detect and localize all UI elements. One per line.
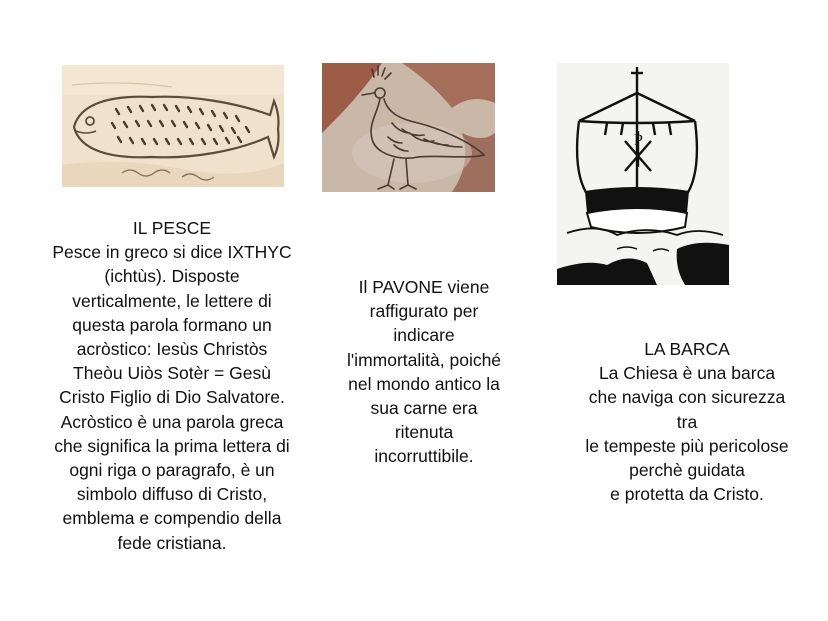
fish-text-line: Acròstico è una parola greca [60,411,284,432]
peacock-text-line: raffigurato per [369,301,479,322]
boat-text-line: e protetta da Cristo. [610,484,764,505]
fish-text-line: (ichtùs). Disposte [104,266,240,287]
peacock-text-line: Il PAVONE viene [358,277,490,297]
fish-text-line: simbolo diffuso di Cristo, [76,484,268,505]
peacock-text-line: incorruttibile. [374,446,474,467]
chi-rho-monogram: P [634,132,643,149]
peacock-text-line: l'immortalità, poiché [346,349,502,370]
fish-title: IL PESCE [132,218,212,238]
fish-text-line: ogni riga o paragrafo, è un [69,460,275,481]
fish-text-line: fede cristiana. [117,532,227,553]
fish-text-line: Theòu Uiòs Sotèr = Gesù [73,363,271,384]
boat-text-line: le tempeste più pericolose [585,435,789,456]
fish-text-line: questa parola formano un [72,314,272,335]
fish-text-line: che significa la prima lettera di [54,435,290,456]
boat-text-line: che naviga con sicurezza [588,387,786,408]
fish-text-line: verticalmente, le lettere di [72,290,272,311]
peacock-text-line: sua carne era [370,398,478,419]
fish-description [22,216,322,555]
peacock-symbol-image [322,63,495,192]
boat-symbol-image [557,63,729,285]
peacock-text-line: ritenuta [394,422,454,443]
fish-symbol-image [62,65,284,187]
peacock-description [324,275,524,469]
fish-text-line: acròstico: Iesùs Christòs [76,339,268,360]
boat-text-line: perchè guidata [629,460,745,481]
boat-title: LA BARCA [644,339,730,359]
boat-description [557,337,817,506]
fish-text-line: emblema e compendio della [62,508,282,529]
fish-text-line: Pesce in greco si dice IXTHYC [52,242,292,263]
fish-text-line: Cristo Figlio di Dio Salvatore. [59,387,285,408]
peacock-text-line: nel mondo antico la [348,373,500,394]
boat-text-line: tra [676,411,698,432]
peacock-text-line: indicare [393,325,455,346]
boat-text-line: La Chiesa è una barca [598,363,776,384]
